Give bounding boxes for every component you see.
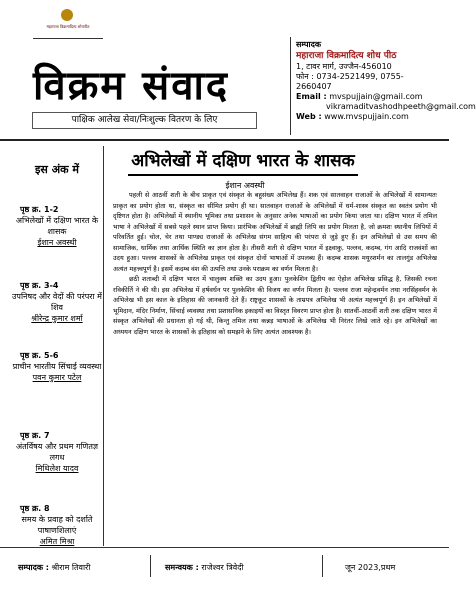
contents-article-title: उपनिषद और वेदों की परंपरा में शिव xyxy=(12,292,102,312)
article-paragraph: पहली से आठवीं शती के बीच प्राकृत एवं संस्कृत के बहुसंख्य अभिलेख हैं। शक एवं सातवाहन राजाओं के अभिलेखों में सामान्यतः प्राकृत का प्रयोग होता था, संस्कृत का सीमित प्रयोग ही था। सातवाहन राजाओं के अभिलेखों में धर्म-शास्त्र संस्कृत का स्वतंत्र प्रयोग भी दृष्टिगत होता है। अभिलेखों में स्थानीय भूमिका तथा प्रशासन के अनुसार अनेक भाषाओं का प्रयोग किया जाता था। दक्षिण भारत में तमिल भाषा ने अभिलेखों में सबसे पहले स्थान प्राप्त किया। प्रारंभिक अभिलेखों में ब्राह्मी लिपि का प्रयोग मिलता है, जो क्रमशः स्थानीय लिपियों में परिवर्तित हुई। चोल, चेर तथा पाण्ड्य राजाओं के अभिलेख संगम साहित्य की परंपरा से जुड़े हुए हैं। इन अभिलेखों से उस समय की सामाजिक, धार्मिक तथा आर्थिक स्थिति का ज्ञान होता है। तीसरी शती से दक्षिण भारत में इक्ष्वाकु, पल्लव, कदम्ब, गंग आदि राजवंशों का उदय हुआ। पल्लव शासकों के अभिलेख प्राकृत एवं संस्कृत दोनों भाषाओं में उपलब्ध हैं। कदम्ब शासक मयूरशर्मन का तालगुंड अभिलेख अत्यंत महत्त्वपूर्ण है। इसमें कदम्ब वंश की उत्पत्ति तथा उनके पराक्रम का वर्णन मिलता है। xyxy=(113,191,437,273)
contents-page: पृष्ठ क्र. 1-2 xyxy=(20,205,59,214)
organization-name: महाराजा विक्रमादित्य शोध पीठ xyxy=(296,51,397,61)
masthead-title: विक्रम संवाद xyxy=(33,62,230,109)
editor-label: सम्पादक : xyxy=(18,563,49,572)
contents-author: अमित मिश्रा xyxy=(39,537,75,546)
editorial-info xyxy=(296,40,476,122)
web-label: Web : xyxy=(296,112,322,121)
contents-article-title: प्राचीन भारतीय सिंचाई व्यवस्था xyxy=(12,362,102,371)
contents-item[interactable] xyxy=(12,350,102,383)
contents-page: पृष्ठ क्र. 7 xyxy=(20,431,50,440)
contents-article-title: समय के प्रवाह को दर्शाते पाषाणशिलाएं xyxy=(21,515,93,535)
article-body xyxy=(113,190,437,536)
contents-sidebar xyxy=(12,148,102,546)
contents-item[interactable] xyxy=(12,204,102,248)
email-2[interactable]: vikramaditvashodhpeeth@gmail.com xyxy=(326,102,476,111)
email-label: Email : xyxy=(296,92,327,101)
website-link[interactable]: www.mvspujjain.com xyxy=(324,112,409,121)
contents-page: पृष्ठ क्र. 3-4 xyxy=(20,281,59,290)
email-line xyxy=(296,92,436,102)
contents-item[interactable] xyxy=(12,503,102,547)
footer-rule xyxy=(0,547,449,548)
contents-page: पृष्ठ क्र. 8 xyxy=(20,504,50,513)
header-divider xyxy=(290,37,291,135)
contents-article-title: अंतर्विषय और प्रथम गणितज्ञ लगध xyxy=(15,442,99,462)
contents-item[interactable] xyxy=(12,280,102,324)
article-author: ईशान अवस्थी xyxy=(225,181,265,190)
phone: फोन : 0734-2521499, 0755-2660407 xyxy=(296,72,404,91)
contents-page: पृष्ठ क्र. 5-6 xyxy=(20,351,59,360)
address: 1, टावर मार्ग, उज्जैन-456010 xyxy=(296,62,392,71)
editorial-label: सम्पादक xyxy=(296,40,321,49)
footer-divider xyxy=(322,555,323,577)
emblem-icon xyxy=(61,9,73,21)
contents-item[interactable] xyxy=(12,430,102,474)
contents-article-title: अभिलेखों में दक्षिण भारत के शासक xyxy=(15,216,99,236)
web-line xyxy=(296,112,436,122)
coordinator-label: समन्वयक : xyxy=(165,563,199,572)
organization-logo xyxy=(33,6,103,39)
article-title: अभिलेखों में दक्षिण भारत के शासक xyxy=(128,148,358,176)
issue-date: जून 2023,प्रथम xyxy=(345,563,396,572)
footer-editor xyxy=(18,562,90,573)
article-paragraph: छठी शताब्दी में दक्षिण भारत में चालुक्य शक्ति का उदय हुआ। पुलकेशिन द्वितीय का ऐहोल अभिलेख प्रसिद्ध है, जिसकी रचना रविकीर्ति ने की थी। इस अभिलेख में हर्षवर्धन पर पुलकेशिन की विजय का वर्णन मिलता है। पल्लव राजा महेन्द्रवर्मन तथा नरसिंहवर्मन के अभिलेख भी इस काल के इतिहास की जानकारी देते हैं। राष्ट्रकूट शासकों के ताम्रपत्र अभिलेख भी अत्यंत महत्त्वपूर्ण हैं। इन अभिलेखों में भूमिदान, मंदिर निर्माण, सिंचाई व्यवस्था तथा प्रशासनिक इकाइयों का विस्तृत विवरण प्राप्त होता है। सातवीं-आठवीं शती तक दक्षिण भारत में संस्कृत अभिलेखों की प्रधानता हो गई थी, किन्तु तमिल तथा कन्नड़ भाषाओं के अभिलेख भी निरंतर लिखे जाते रहे। इन अभिलेखों का अध्ययन दक्षिण भारत के शासकों के इतिहास को समझने के लिए अत्यंत आवश्यक है। xyxy=(113,275,437,336)
contents-author: पवन कुमार पटेल xyxy=(32,373,82,382)
editor-name: श्रीराम तिवारी xyxy=(51,563,91,572)
column-divider xyxy=(103,146,104,546)
masthead xyxy=(0,0,476,140)
coordinator-name: राजेश्वर त्रिवेदी xyxy=(201,563,244,572)
footer xyxy=(0,552,449,594)
contents-title: इस अंक में xyxy=(35,163,79,176)
tagline: पाक्षिक आलेख सेवा/निःशुल्क वितरण के लिए xyxy=(32,112,257,129)
header-rule xyxy=(0,139,449,141)
logo-caption: महाराजा विक्रमादित्य शोधपीठ xyxy=(46,24,90,29)
footer-divider xyxy=(150,555,151,577)
contents-author: मिथिलेश यादव xyxy=(35,464,79,473)
footer-coordinator xyxy=(165,562,244,573)
contents-author: श्रीरेन्द्र कुमार शर्मा xyxy=(31,314,83,323)
contents-author: ईशान अवस्थी xyxy=(37,238,77,247)
email-1[interactable]: mvspujjain@gmail.com xyxy=(329,92,423,101)
